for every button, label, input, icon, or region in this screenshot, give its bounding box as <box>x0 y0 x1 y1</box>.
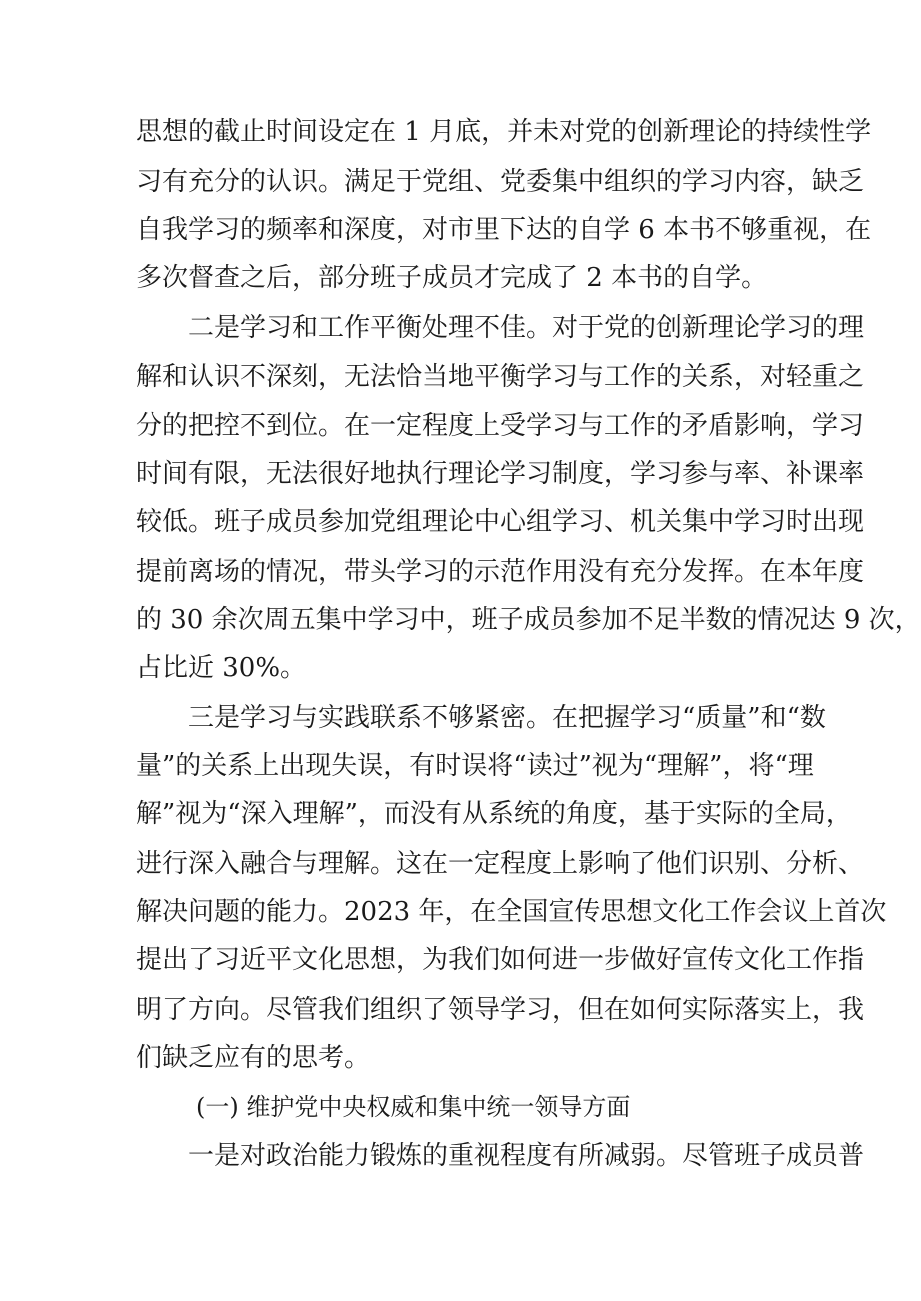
text-line-content: 分的把控不到位。在一定程度上受学习与工作的矛盾影响，学习 <box>136 411 865 441</box>
text-line-content: 一是对政治能力锻炼的重视程度有所减弱。尽管班子成员普 <box>188 1141 865 1171</box>
text-line-content: 提出了习近平文化思想，为我们如何进一步做好宣传文化工作指 <box>136 945 865 975</box>
text-line-content: 时间有限，无法很好地执行理论学习制度，学习参与率、补课率 <box>136 459 865 489</box>
text-line-content: 量”的关系上出现失误，有时误将“读过”视为“理解”，将“理 <box>136 751 814 781</box>
text-line-content: 思想的截止时间设定在 1 月底，并未对党的创新理论的持续性学 <box>136 117 872 147</box>
text-line-content: 较低。班子成员参加党组理论中心组学习、机关集中学习时出现 <box>136 507 865 537</box>
section-heading-text: (一) 维护党中央权威和集中统一领导方面 <box>196 1093 631 1121</box>
text-line-content: 明了方向。尽管我们组织了领导学习，但在如何实际落实上，我 <box>136 995 865 1025</box>
text-line-content: 自我学习的频率和深度，对市里下达的自学 6 本书不够重视，在 <box>136 215 872 245</box>
text-line-content: 提前离场的情况，带头学习的示范作用没有充分发挥。在本年度 <box>136 557 865 587</box>
text-line-content: 习有充分的认识。满足于党组、党委集中组织的学习内容，缺乏 <box>136 167 865 197</box>
text-line-content: 三是学习与实践联系不够紧密。在把握学习“质量”和“数 <box>188 703 826 733</box>
text-line-content: 解和认识不深刻，无法恰当地平衡学习与工作的关系，对轻重之 <box>136 362 865 392</box>
text-line-content: 占比近 30%。 <box>136 653 307 683</box>
text-line-content: 二是学习和工作平衡处理不佳。对于党的创新理论学习的理 <box>188 313 865 343</box>
text-line-content: 进行深入融合与理解。这在一定程度上影响了他们识别、分析、 <box>136 849 865 879</box>
text-line-content: 解决问题的能力。2023 年，在全国宣传思想文化工作会议上首次 <box>136 897 887 927</box>
text-line-content: 解”视为“深入理解”，而没有从系统的角度，基于实际的全局， <box>136 799 852 829</box>
text-line-content: 们缺乏应有的思考。 <box>136 1043 371 1073</box>
text-line-content: 的 30 余次周五集中学习中，班子成员参加不足半数的情况达 9 次， <box>136 605 921 635</box>
text-line-content: 多次督查之后，部分班子成员才完成了 2 本书的自学。 <box>136 263 768 293</box>
